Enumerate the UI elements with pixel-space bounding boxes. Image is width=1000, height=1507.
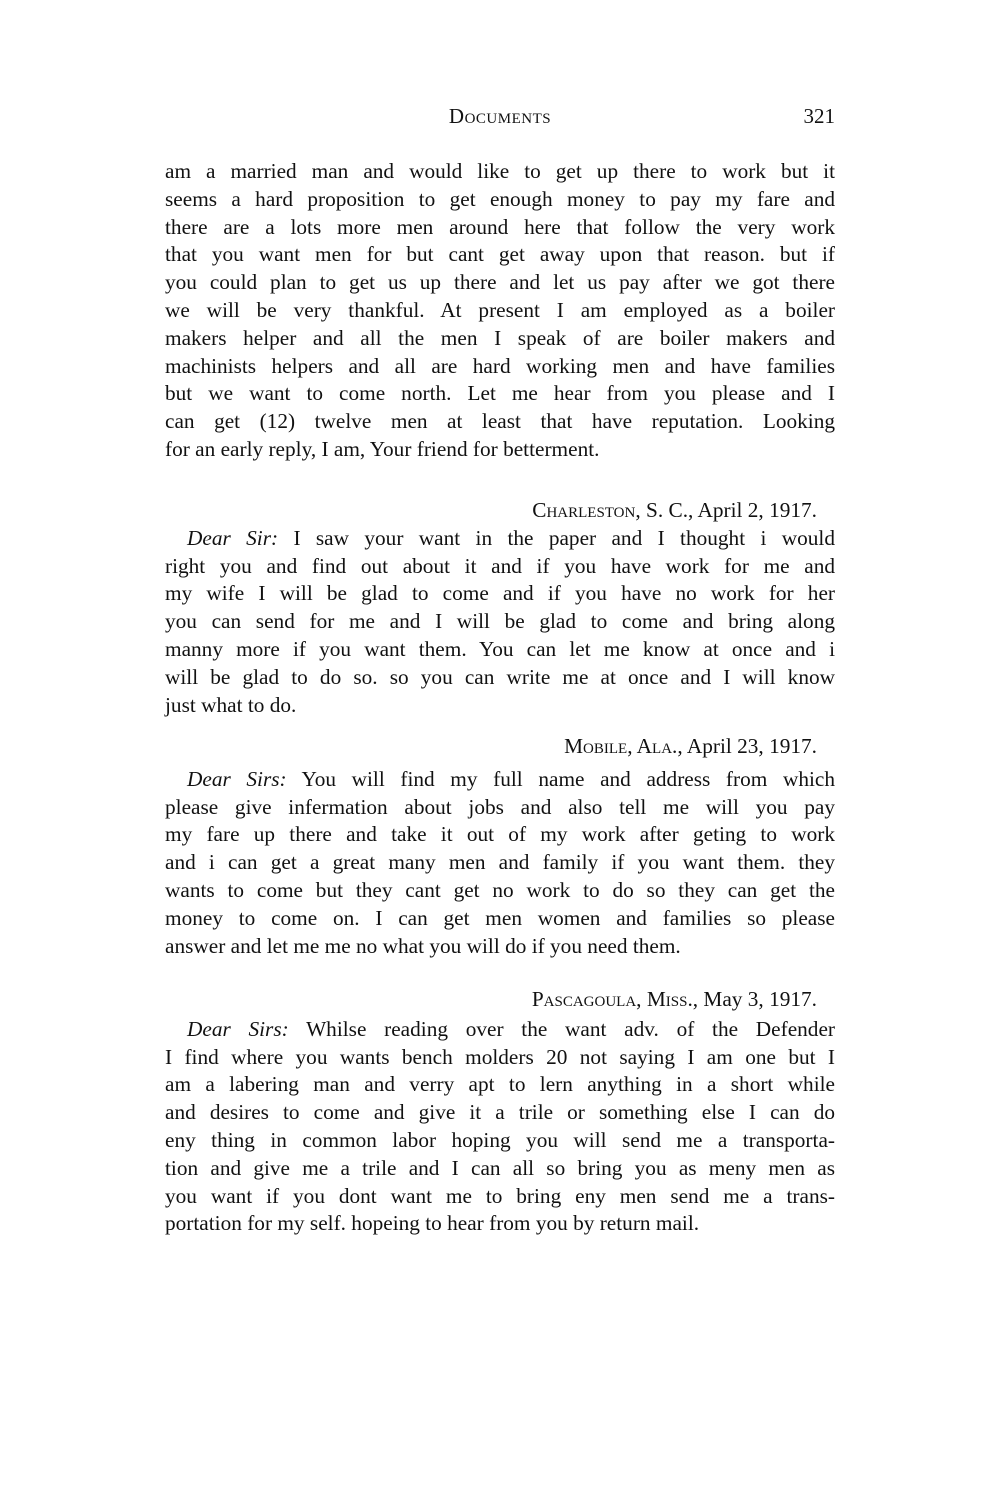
letter-pascagoula [165,986,835,1238]
letter-place: Charleston, S. C., [532,498,694,522]
letter-salutation: Dear Sir: [187,525,279,550]
text-line: for an early reply, I am, Your friend for betterment. [165,436,600,461]
text-line: will be glad to do so. so you can write me at once and I will know [165,664,835,689]
letter-place: Pascagoula, Miss., [531,987,699,1011]
text-line: I find where you wants bench molders 20 not saying I am one but I [165,1044,835,1069]
text-line: eny thing in common labor hoping you will send me a transporta- [165,1127,835,1152]
text-line [165,766,835,794]
letter-place: Mobile, Ala., [564,734,683,758]
letter-date: May 3, 1917. [703,987,817,1011]
text-line: you can send for me and I will be glad to come and bring along [165,609,835,634]
text-line: just what to do. [165,692,297,717]
letter-dateline [165,986,835,1014]
text-line: my fare up there and take it out of my work after geting to work [165,822,835,847]
text-line: my wife I will be glad to come and if you have no work for her [165,581,835,606]
text-line: answer and let me me no what you will do if you need them. [165,933,681,958]
letter-first-line-text: Whilse reading over the want adv. of the Defender [306,1016,835,1041]
text-line: there are a lots more men around here that follow the very work [165,214,835,239]
letter-first-line-text: I saw your want in the paper and I thought i would [293,525,835,550]
text-line: manny more if you want them. You can let me know at once and i [165,636,835,661]
text-line: please give infermation about jobs and also tell me will you pay [165,794,835,819]
text-line: and desires to come and give it a trile or something else I can do [165,1100,835,1125]
text-line: portation for my self. hopeing to hear from you by return mail. [165,1211,700,1236]
text-line: machinists helpers and all are hard working men and have families [165,353,835,378]
text-line: am a labering man and verry apt to lern anything in a short while [165,1072,835,1097]
letter-date: April 2, 1917. [697,498,817,522]
text-line: and i can get a great many men and family if you want them. they [165,850,835,875]
text-line [165,525,835,553]
letter-salutation: Dear Sirs: [187,1016,289,1041]
letter-dateline [165,733,835,761]
text-line: can get (12) twelve men at least that have reputation. Looking [165,409,835,434]
text-line: am a married man and would like to get up there to work but it [165,159,835,183]
text-line: you want if you dont want me to bring eny men send me a trans- [165,1183,835,1208]
running-head: Documents [448,104,552,128]
text-line: seems a hard proposition to get enough money to pay my fare and [165,186,835,211]
text-line: tion and give me a trile and I can all so bring you as meny men as [165,1155,835,1180]
text-line: wants to come but they cant get no work to do so they can get the [165,877,835,902]
text-line: you could plan to get us up there and let us pay after we got there [165,270,835,295]
page-number: 321 [803,104,835,128]
letter-first-line-text: You will find my full name and address from which [301,766,835,791]
continuation-paragraph [165,158,835,464]
text-line: makers helper and all the men I speak of are boiler makers and [165,325,835,350]
letter-salutation: Dear Sirs: [187,766,287,791]
text-line: right you and find out about it and if you have work for me and [165,553,835,578]
letter-dateline [165,497,835,525]
text-line: but we want to come north. Let me hear from you please and I [165,381,835,406]
text-line: money to come on. I can get men women and families so please [165,905,835,930]
text-line: that you want men for but cant get away upon that reason. but if [165,242,835,267]
letter-charleston [165,497,835,719]
text-line: we will be very thankful. At present I am employed as a boiler [165,297,835,322]
text-line [165,1016,835,1044]
letter-date: April 23, 1917. [686,734,817,758]
letter-mobile [165,733,835,960]
